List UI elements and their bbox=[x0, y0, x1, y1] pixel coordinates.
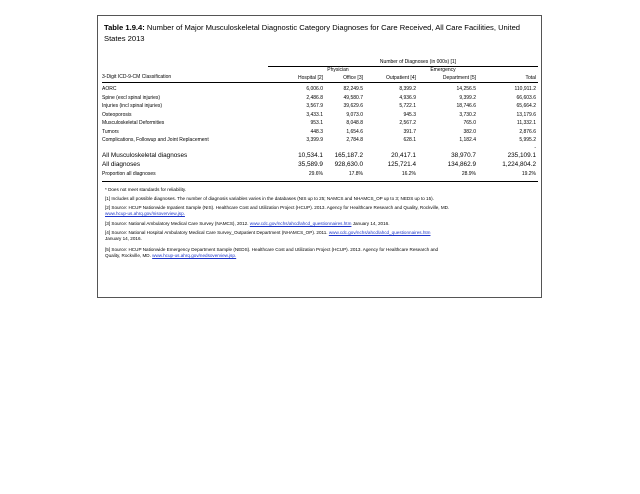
cell-total: 65,664.2 bbox=[516, 103, 536, 109]
cell-emergency: 1,182.4 bbox=[459, 137, 476, 143]
col-emergency-top: Emergency bbox=[430, 67, 456, 73]
col-outpatient: Outpatient [4] bbox=[385, 75, 416, 81]
header-divider bbox=[102, 82, 538, 83]
footnote-2 bbox=[105, 205, 535, 217]
cell-emergency: 382.0 bbox=[463, 128, 476, 135]
col-emergency-department: Department [5] bbox=[442, 75, 476, 81]
cell-emergency: 3,730.2 bbox=[459, 111, 476, 118]
footnote-2-text: [2] Source: HCUP Nationwide Inpatient Sample (NIS). Healthcare Cost and Utilization Project (HCUP). 2013. Agency for Healthcare Research and Quality, Rockville, MD. bbox=[105, 205, 450, 210]
table-number: Table 1.9.4: bbox=[104, 23, 145, 32]
cell-total: 5,995.2 bbox=[519, 137, 536, 143]
cell-physician: 2,784.8 bbox=[346, 137, 363, 143]
footnote-5 bbox=[105, 247, 535, 259]
cell-physician: 928,630.0 bbox=[334, 161, 363, 168]
cell-emergency: 28.9% bbox=[461, 171, 476, 177]
footnote-3 bbox=[105, 221, 535, 227]
col-hospital: Hospital [2] bbox=[297, 75, 323, 81]
cell-total: 66,603.6 bbox=[516, 94, 536, 101]
cell-physician: 165,187.2 bbox=[334, 152, 363, 159]
cell-outpatient: 16.2% bbox=[401, 171, 416, 177]
cell-physician: 17.8% bbox=[348, 171, 363, 177]
cell-hospital: 6,006.0 bbox=[306, 86, 323, 92]
table-title-text: Number of Major Musculoskeletal Diagnostic Category Diagnoses for Care Received, All Care Facilities, United States 2013 bbox=[104, 23, 521, 43]
cell-physician: 39,629.6 bbox=[343, 103, 363, 109]
cell-outpatient: 4,936.9 bbox=[399, 94, 416, 101]
cell-physician: 9,073.0 bbox=[346, 111, 363, 118]
cell-hospital: 35,589.9 bbox=[298, 161, 323, 168]
cell-total: 11,332.1 bbox=[516, 120, 536, 126]
cell-physician: 1,654.6 bbox=[346, 128, 363, 135]
cell-emergency: 14,256.5 bbox=[456, 86, 476, 92]
stray-dash: - bbox=[534, 145, 536, 151]
footnote-5-place: Quality, Rockville, MD. bbox=[105, 253, 151, 258]
cell-outpatient: 8,399.2 bbox=[399, 86, 416, 92]
row-label: Injuries (incl spinal injuries) bbox=[102, 103, 163, 109]
cell-outpatient: 391.7 bbox=[403, 128, 416, 135]
footnote-2-link[interactable]: www.hcup-us.ahrq.gov/nisoverview.jsp. bbox=[105, 211, 185, 216]
cell-total: 2,876.6 bbox=[519, 128, 536, 135]
col-total: Total bbox=[525, 75, 536, 81]
row-label: Spine (excl spinal injuries) bbox=[102, 94, 161, 101]
cell-hospital: 29.6% bbox=[308, 171, 323, 177]
cell-total: 13,179.6 bbox=[516, 111, 536, 118]
row-label: Osteoporosis bbox=[102, 111, 132, 118]
col-physician-office: Office [3] bbox=[343, 75, 363, 81]
row-label: Musculoskeletal Deformities bbox=[102, 120, 165, 126]
footer-divider bbox=[102, 181, 538, 182]
cell-outpatient: 2,567.2 bbox=[399, 120, 416, 126]
cell-total: 1,224,804.2 bbox=[502, 161, 536, 168]
cell-total: 110,911.2 bbox=[514, 86, 536, 92]
footnote-reliability: * Does not meet standards for reliability. bbox=[105, 187, 187, 192]
footnote-3-text: [3] Source: National Ambulatory Medical Care Survey (NAMCS), 2012. bbox=[105, 221, 249, 226]
cell-total: 235,109.1 bbox=[507, 152, 536, 159]
footnote-4 bbox=[105, 230, 535, 242]
cell-hospital: 3,433.1 bbox=[306, 111, 323, 118]
footnote-5-link[interactable]: www.hcup-us.ahrq.gov/nedsoverview.jsp. bbox=[152, 253, 237, 258]
cell-emergency: 9,399.2 bbox=[459, 94, 476, 101]
cell-hospital: 448.3 bbox=[310, 128, 323, 135]
cell-emergency: 18,746.6 bbox=[456, 103, 476, 109]
footnote-5-text: [5] Source: HCUP Nationwide Emergency Department Sample (NEDS). Healthcare Cost and Utilization Project (HCUP). 2013. Agency for Healthcare Research and bbox=[105, 247, 439, 252]
footnote-4-text: [4] Source: National Hospital Ambulatory Medical Care Survey_Outpatient Department (NHAMCS_OP). 2011. bbox=[105, 230, 328, 235]
cell-hospital: 2,486.8 bbox=[306, 94, 323, 101]
cell-emergency: 765.0 bbox=[463, 120, 476, 126]
cell-outpatient: 5,722.1 bbox=[399, 103, 416, 109]
cell-physician: 82,249.5 bbox=[343, 86, 363, 92]
footnote-1: [1] Includes all possible diagnoses. The number of diagnosis variables varies in the databases (NIS up to 25; NAMCS and NHAMCS_OP up to 3; NEDS up to 15). bbox=[105, 196, 434, 201]
footnote-3-link[interactable]: www.cdc.gov/nchs/ahcd/ahcd_questionnaires.htm bbox=[249, 221, 352, 226]
col-physician-top: Physician bbox=[327, 67, 349, 73]
group-divider bbox=[268, 66, 538, 67]
cell-emergency: 38,970.7 bbox=[451, 152, 476, 159]
cell-hospital: 3,399.9 bbox=[306, 137, 323, 143]
column-group-header: Number of Diagnoses (in 000s) [1] bbox=[379, 59, 457, 65]
cell-outpatient: 20,417.1 bbox=[391, 152, 416, 159]
table-title bbox=[104, 22, 534, 44]
cell-outpatient: 125,721.4 bbox=[387, 161, 416, 168]
cell-hospital: 3,567.9 bbox=[306, 103, 323, 109]
cell-outpatient: 945.3 bbox=[403, 111, 416, 118]
row-label: Tumors bbox=[102, 128, 119, 135]
cell-hospital: 10,534.1 bbox=[298, 152, 323, 159]
cell-total: 19.2% bbox=[521, 171, 536, 177]
cell-emergency: 134,862.9 bbox=[447, 161, 476, 168]
row-label: All Musculoskeletal diagnoses bbox=[102, 152, 188, 159]
row-label: AORC bbox=[102, 86, 117, 92]
row-label: Proportion all diagnoses bbox=[102, 171, 156, 177]
cell-physician: 49,580.7 bbox=[343, 94, 363, 101]
cell-physician: 8,048.8 bbox=[346, 120, 363, 126]
footnote-3-date: January 14, 2016. bbox=[351, 221, 390, 226]
row-label-header: 3-Digit ICD-9-CM Classification bbox=[102, 74, 172, 80]
cell-hospital: 953.1 bbox=[310, 120, 323, 126]
row-label: All diagnoses bbox=[102, 161, 141, 168]
footnote-4-date: January 14, 2016. bbox=[105, 236, 142, 241]
cell-outpatient: 628.1 bbox=[403, 137, 416, 143]
table-frame bbox=[97, 15, 542, 298]
footnote-4-link[interactable]: www.cdc.gov/nchs/ahcd/ahcd_questionnaires.htm bbox=[328, 230, 431, 235]
row-label: Complications, Followup and Joint Replacement bbox=[102, 137, 209, 143]
